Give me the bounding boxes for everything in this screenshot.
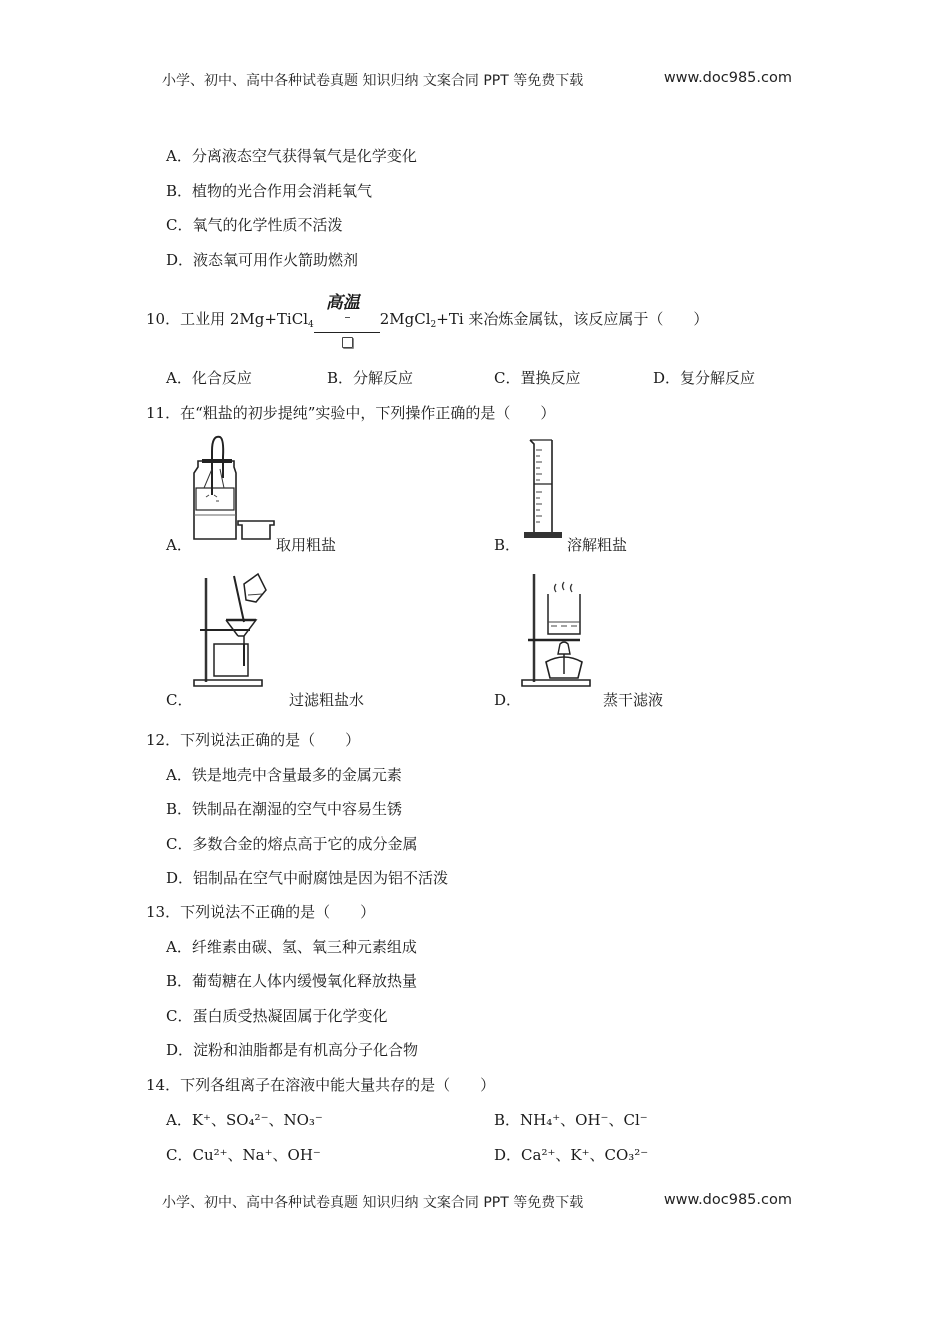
- q11-option-d-letter: D．: [494, 691, 522, 709]
- q14-option-a: [166, 1110, 323, 1130]
- q10-option-c: C．置换反应: [494, 369, 581, 387]
- reagent-bottle-and-dish-figure: [190, 433, 285, 543]
- q10-product: 2MgCl: [379, 310, 431, 328]
- header-url: www.doc985.com: [663, 70, 792, 86]
- q11-stem: 11．在“粗盐的初步提纯”实验中，下列操作正确的是（ ）: [146, 404, 556, 422]
- q11-option-d-label: 蒸干滤液: [603, 691, 664, 709]
- q10-stem: [146, 293, 709, 335]
- graduated-cylinder-figure: [520, 436, 570, 546]
- q11-option-b-letter: B．: [494, 536, 521, 554]
- option-letter: C．: [166, 1146, 193, 1164]
- q14-option-c: [166, 1145, 321, 1165]
- q12-option-b: B．铁制品在潮湿的空气中容易生锈: [166, 800, 403, 818]
- q14-option-b: [494, 1110, 648, 1130]
- q9-option-a: A．分离液态空气获得氧气是化学变化: [166, 147, 417, 165]
- q14-option-d: [494, 1145, 648, 1165]
- option-ions: Ca²⁺、K⁺、CO₃²⁻: [521, 1146, 649, 1164]
- q12-stem: 12．下列说法正确的是（ ）: [146, 731, 361, 749]
- equation-line: [314, 332, 380, 333]
- q11-option-c-letter: C．: [166, 691, 193, 709]
- subscript: 2: [430, 320, 437, 330]
- header-text: 小学、初中、高中各种试卷真题 知识归纳 文案合同 PPT 等免费下载: [162, 73, 584, 89]
- q13-option-c: C．蛋白质受热凝固属于化学变化: [166, 1007, 388, 1025]
- q10-option-d: D．复分解反应: [653, 369, 756, 387]
- option-ions: Cu²⁺、Na⁺、OH⁻: [192, 1146, 321, 1164]
- q13-option-b: B．葡萄糖在人体内缓慢氧化释放热量: [166, 972, 418, 990]
- q13-stem: 13．下列说法不正确的是（ ）: [146, 903, 376, 921]
- option-ions: K⁺、SO₄²⁻、NO₃⁻: [191, 1111, 323, 1129]
- q9-option-d: D．液态氧可用作火箭助燃剂: [166, 251, 359, 269]
- q13-option-a: A．纤维素由碳、氢、氧三种元素组成: [166, 938, 417, 956]
- q12-option-d: D．铝制品在空气中耐腐蚀是因为铝不活泼: [166, 869, 449, 887]
- q12-option-c: C．多数合金的熔点高于它的成分金属: [166, 835, 418, 853]
- reaction-condition: [314, 293, 380, 335]
- footer-url: www.doc985.com: [663, 1192, 792, 1208]
- q10-question: +Ti 来冶炼金属钛，该反应属于（ ）: [436, 310, 709, 328]
- option-letter: A．: [166, 1111, 192, 1129]
- option-letter: D．: [494, 1146, 522, 1164]
- q9-option-b: B．植物的光合作用会消耗氧气: [166, 182, 373, 200]
- q11-option-a-letter: A．: [166, 536, 192, 554]
- q10-option-b: B．分解反应: [327, 369, 414, 387]
- page-footer: [162, 1192, 792, 1212]
- dash: [345, 317, 350, 318]
- condition-high-temp: 高温: [325, 293, 360, 313]
- evaporation-apparatus-figure: [518, 570, 598, 690]
- q13-option-d: D．淀粉和油脂都是有机高分子化合物: [166, 1041, 419, 1059]
- q11-option-c-label: 过滤粗盐水: [289, 691, 365, 709]
- footer-text: 小学、初中、高中各种试卷真题 知识归纳 文案合同 PPT 等免费下载: [162, 1195, 584, 1211]
- q10-option-a: A．化合反应: [166, 369, 252, 387]
- q11-option-b-label: 溶解粗盐: [567, 536, 628, 554]
- placeholder-box-icon: [342, 337, 353, 348]
- q9-option-c: C．氧气的化学性质不活泼: [166, 216, 343, 234]
- option-letter: B．: [494, 1111, 521, 1129]
- subscript: 4: [308, 320, 314, 330]
- q10-reactants: 10．工业用 2Mg+TiCl: [146, 310, 309, 328]
- page-header: [162, 70, 792, 90]
- q11-option-a-label: 取用粗盐: [276, 536, 337, 554]
- q12-option-a: A．铁是地壳中含量最多的金属元素: [166, 766, 402, 784]
- option-ions: NH₄⁺、OH⁻、Cl⁻: [520, 1111, 648, 1129]
- filtration-apparatus-figure: [190, 570, 270, 690]
- q14-stem: 14．下列各组离子在溶液中能大量共存的是（ ）: [146, 1076, 496, 1094]
